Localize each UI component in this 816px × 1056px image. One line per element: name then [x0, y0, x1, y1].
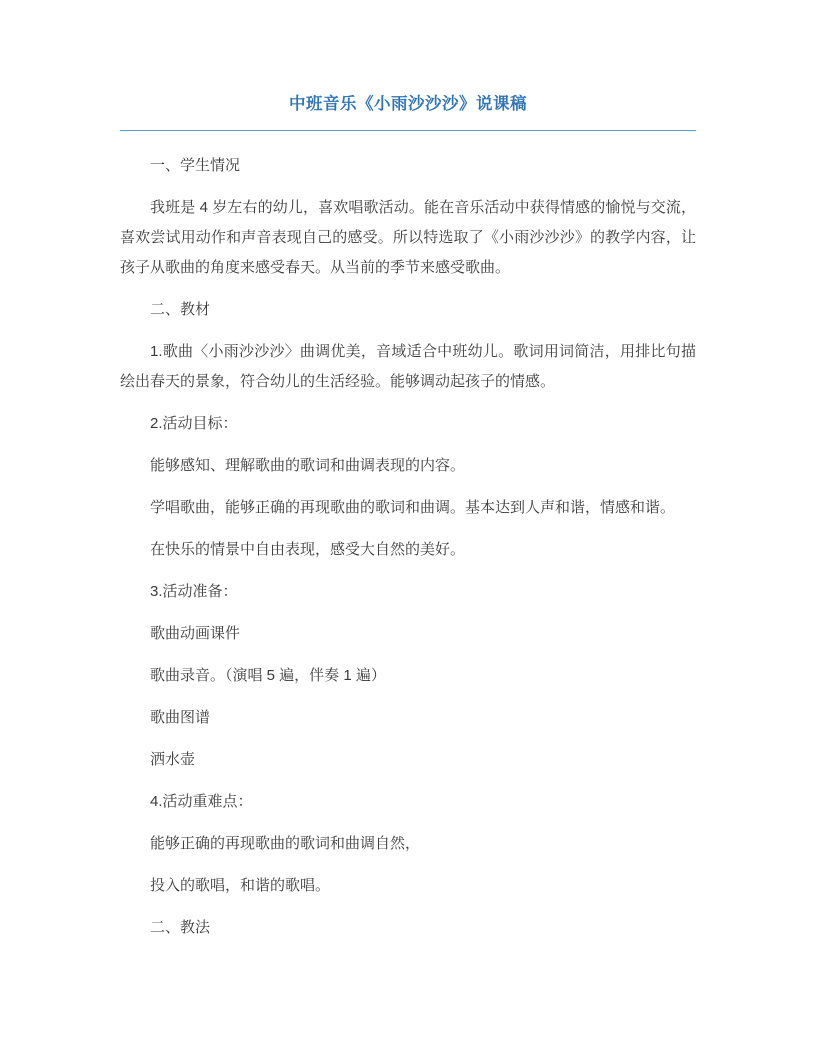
paragraph: 歌曲录音。（演唱 5 遍，伴奏 1 遍）: [150, 667, 386, 684]
title-divider: [120, 130, 696, 131]
paragraph: 3.活动准备：: [150, 583, 238, 600]
paragraph: 2.活动目标：: [150, 415, 238, 432]
paragraph: 能够感知、理解歌曲的歌词和曲调表现的内容。: [150, 457, 466, 474]
document-body: [120, 151, 696, 943]
paragraph: 1.歌曲〈小雨沙沙沙〉曲调优美，音域适合中班幼儿。歌词用词简洁，用排比句描绘出春天的景象，符合幼儿的生活经验。能够调动起孩子的情感。: [120, 343, 696, 390]
paragraph: 洒水壶: [150, 751, 196, 768]
paragraph: 我班是 4 岁左右的幼儿，喜欢唱歌活动。能在音乐活动中获得情感的愉悦与交流，喜欢尝试用动作和声音表现自己的感受。所以特选取了《小雨沙沙沙》的教学内容，让孩子从歌曲的角度来感受春天。从当前的季节来感受歌曲。: [120, 199, 696, 276]
paragraph: 学唱歌曲，能够正确的再现歌曲的歌词和曲调。基本达到人声和谐，情感和谐。: [150, 499, 676, 516]
paragraph: 4.活动重难点：: [150, 793, 253, 810]
document-title: 中班音乐《小雨沙沙沙》说课稿: [289, 95, 527, 113]
paragraph: 投入的歌唱，和谐的歌唱。: [150, 877, 331, 894]
paragraph: 二、教法: [150, 919, 211, 936]
paragraph: 一、学生情况: [150, 157, 241, 174]
paragraph: 能够正确的再现歌曲的歌词和曲调自然，: [150, 835, 421, 852]
paragraph: 在快乐的情景中自由表现，感受大自然的美好。: [150, 541, 466, 558]
paragraph: 歌曲动画课件: [150, 625, 241, 642]
paragraph: 二、教材: [150, 301, 211, 318]
paragraph: 歌曲图谱: [150, 709, 211, 726]
